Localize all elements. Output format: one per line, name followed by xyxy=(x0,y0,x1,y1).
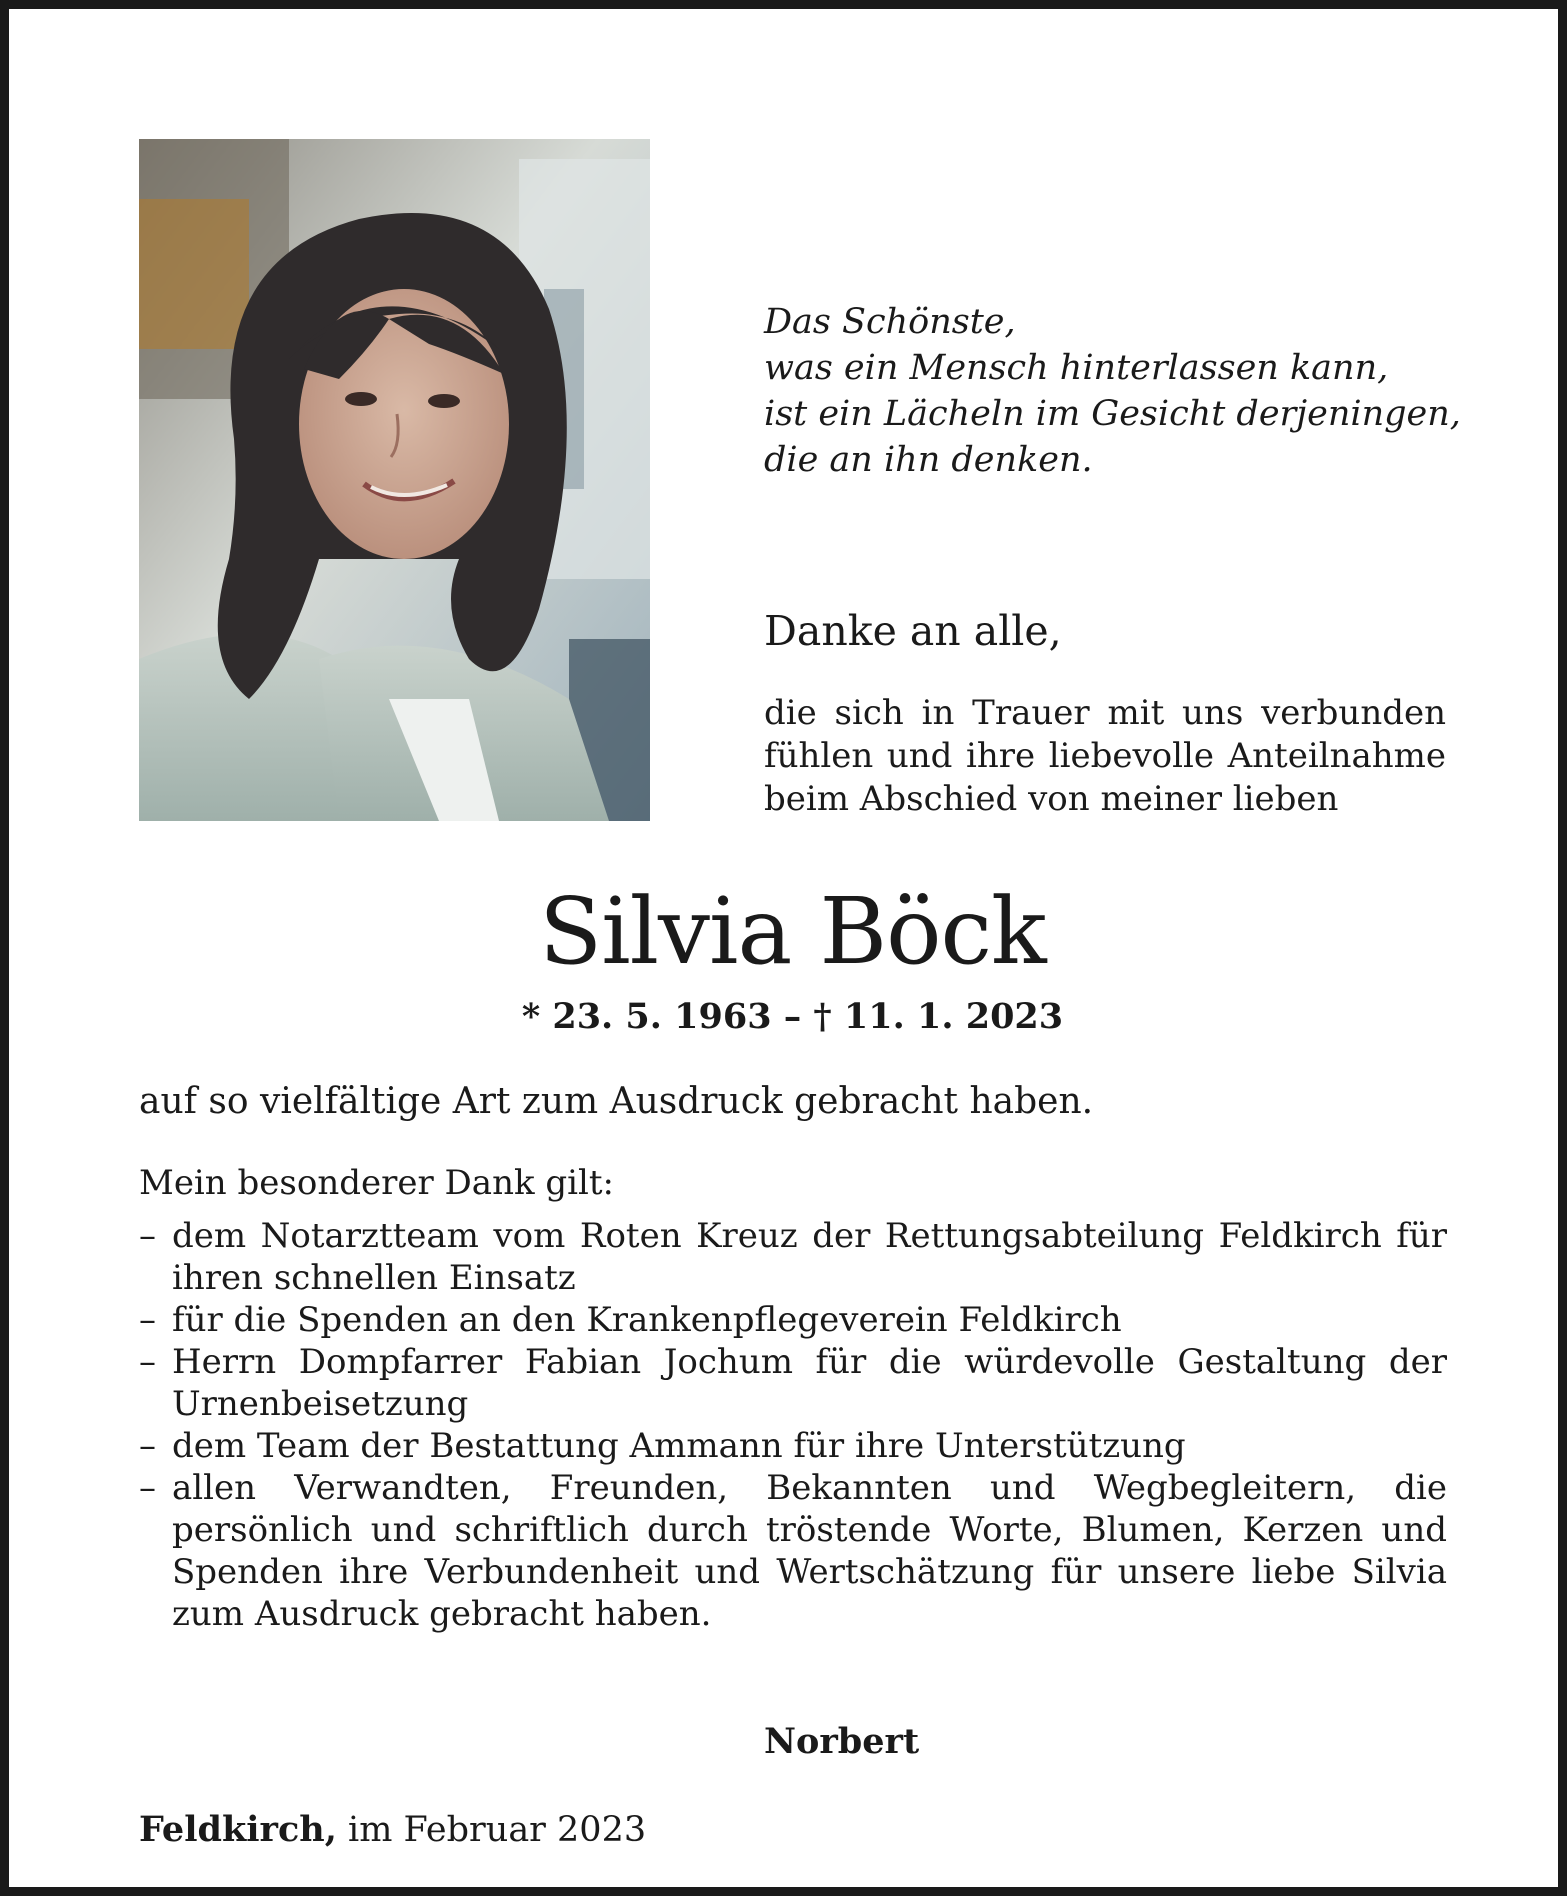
list-item xyxy=(139,1467,1447,1635)
date: im Februar 2023 xyxy=(348,1810,647,1850)
list-item-line: Spenden ihre Verbundenheit und Wertschätzung für unsere liebe Silvia xyxy=(172,1552,1447,1592)
list-item-line: allen Verwandten, Freunden, Bekannten und Wegbegleitern, die xyxy=(172,1468,1447,1508)
list-item-line: ihren schnellen Einsatz xyxy=(172,1258,576,1298)
deceased-name: Silvia Böck xyxy=(539,878,1046,985)
thanks-line: die sich in Trauer mit uns verbunden xyxy=(764,693,1446,733)
special-thanks-list xyxy=(139,1215,1447,1635)
poem-line: Das Schönste, xyxy=(764,302,1016,342)
dash-bullet: – xyxy=(139,1342,156,1382)
list-item-line: Urnenbeisetzung xyxy=(172,1384,469,1424)
list-item xyxy=(139,1425,1447,1467)
poem xyxy=(764,299,1464,483)
thanks-line: fühlen und ihre liebevolle Anteilnahme xyxy=(764,736,1446,776)
dash-bullet: – xyxy=(139,1426,156,1466)
thanks-body xyxy=(764,692,1446,821)
signature: Norbert xyxy=(764,1721,920,1762)
list-item-line: dem Team der Bestattung Ammann für ihre Unterstützung xyxy=(172,1426,1186,1466)
thanks-line: beim Abschied von meiner lieben xyxy=(764,779,1339,819)
dash-bullet: – xyxy=(139,1468,156,1508)
list-item-line: Herrn Dompfarrer Fabian Jochum für die würdevolle Gestaltung der xyxy=(172,1342,1447,1382)
list-item-line: zum Ausdruck gebracht haben. xyxy=(172,1594,712,1634)
list-item-line: persönlich und schriftlich durch tröstende Worte, Blumen, Kerzen und xyxy=(172,1510,1447,1550)
list-item xyxy=(139,1215,1447,1299)
list-item-line: für die Spenden an den Krankenpflegeverein Feldkirch xyxy=(172,1300,1122,1340)
list-item xyxy=(139,1299,1447,1341)
special-thanks-heading: Mein besonderer Dank gilt: xyxy=(139,1163,615,1203)
place-date xyxy=(139,1807,646,1853)
dash-bullet: – xyxy=(139,1216,156,1256)
poem-line: ist ein Lächeln im Gesicht derjeningen, xyxy=(764,394,1461,434)
portrait-photo xyxy=(139,139,650,821)
life-dates: * 23. 5. 1963 – † 11. 1. 2023 xyxy=(521,996,1064,1037)
dash-bullet: – xyxy=(139,1300,156,1340)
thanks-heading: Danke an alle, xyxy=(764,607,1062,655)
list-item xyxy=(139,1341,1447,1425)
poem-line: was ein Mensch hinterlassen kann, xyxy=(764,348,1389,388)
continuation-text: auf so vielfältige Art zum Ausdruck gebracht haben. xyxy=(139,1081,1094,1122)
portrait-image xyxy=(139,139,650,821)
place: Feldkirch, xyxy=(139,1809,337,1850)
poem-line: die an ihn denken. xyxy=(764,440,1093,480)
list-item-line: dem Notarztteam vom Roten Kreuz der Rettungsabteilung Feldkirch für xyxy=(172,1216,1447,1256)
